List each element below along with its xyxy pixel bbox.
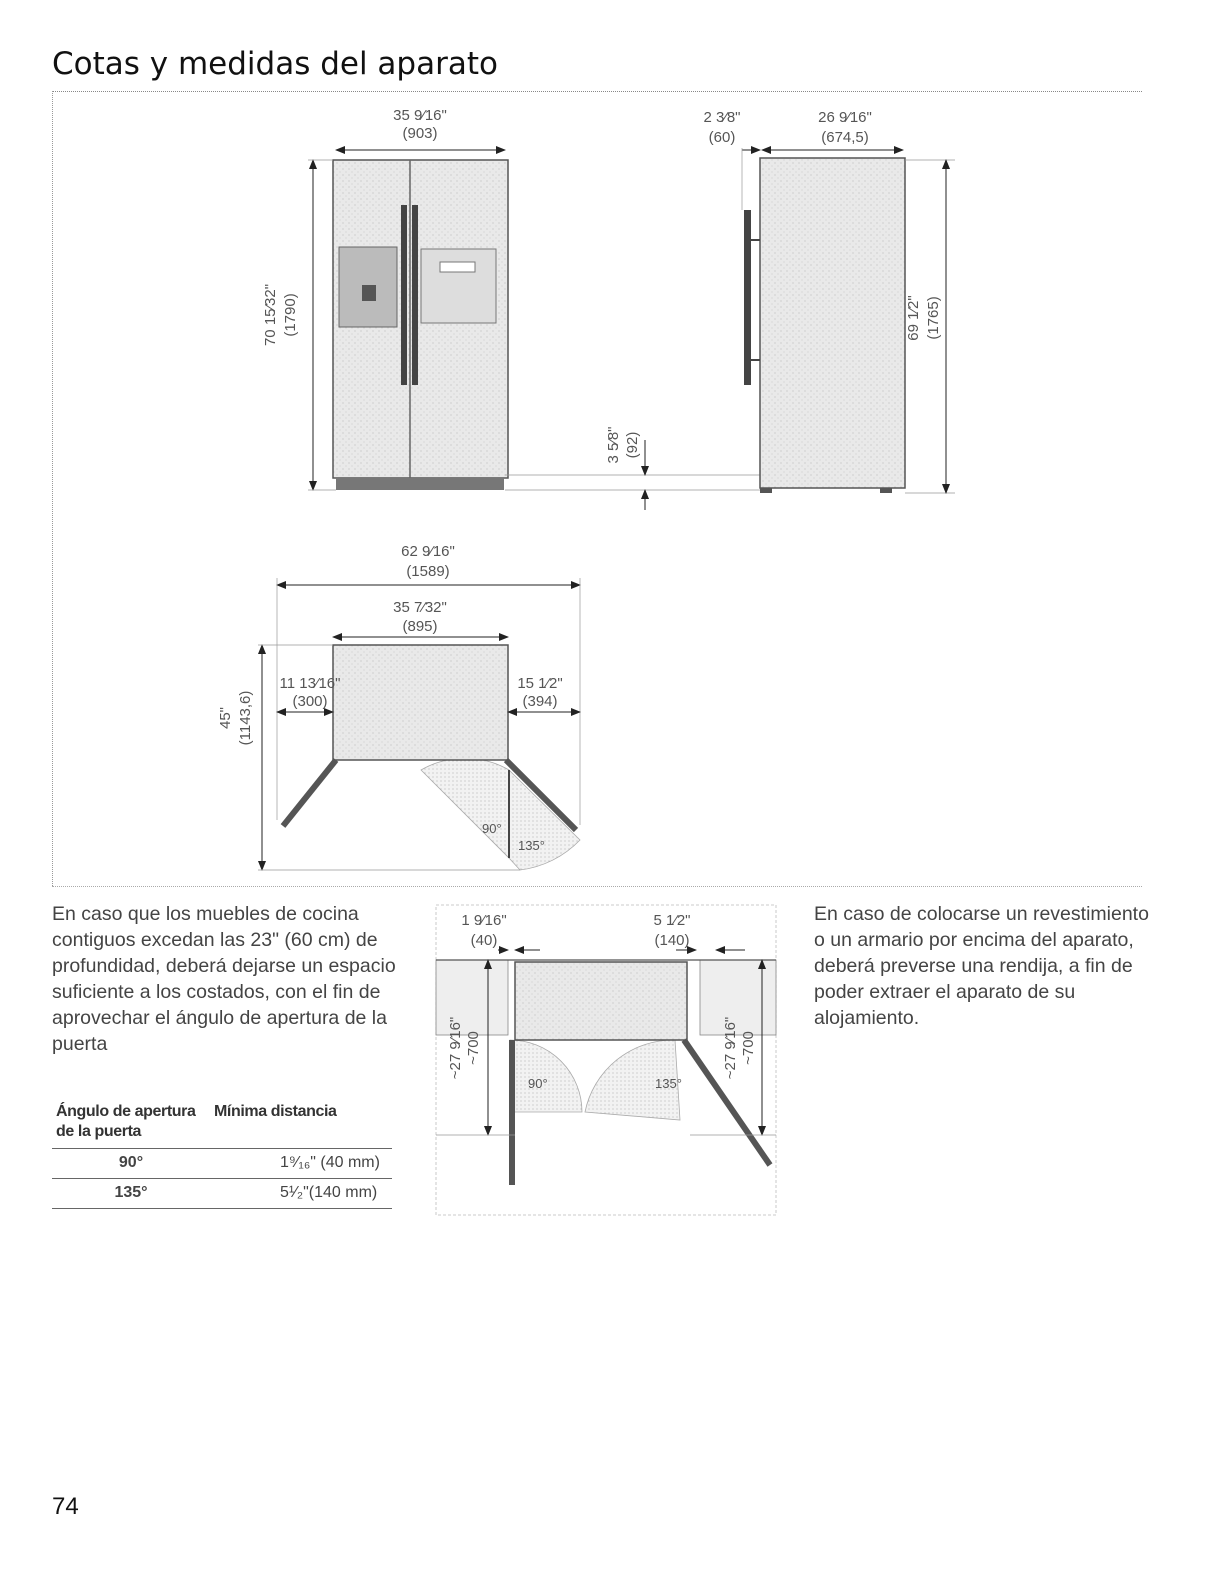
side-foot-back bbox=[880, 488, 892, 493]
niche-right-gap-mm: (140) bbox=[654, 932, 690, 949]
top-left-clear-in: 11 13⁄16" bbox=[279, 675, 341, 692]
niche-left-gap-mm: (40) bbox=[470, 932, 498, 949]
top-total-width-mm: (1589) bbox=[406, 563, 450, 580]
floor-gap-dimension bbox=[505, 426, 760, 510]
dispenser-outlet-icon bbox=[362, 285, 376, 301]
floor-gap-mm: (92) bbox=[624, 431, 641, 459]
top-total-width-in: 62 9⁄16" bbox=[401, 543, 455, 560]
side-depth-mm: (674,5) bbox=[821, 129, 869, 146]
row-distance: 1⁹⁄₁₆" (40 mm) bbox=[210, 1149, 392, 1179]
side-view-diagram bbox=[703, 109, 955, 493]
niche-left-gap-in: 1 9⁄16" bbox=[461, 912, 507, 929]
top-depth-in: 45" bbox=[217, 706, 234, 730]
left-door-open bbox=[283, 760, 336, 826]
side-clearance-note: En caso que los muebles de cocina contiguos excedan las 23" (60 cm) de profundidad, deberá dejarse un espacio suficiente a los costados, con el fin de aprovechar el ángulo de apertura de la puerta bbox=[52, 903, 396, 1055]
front-width-in: 35 9⁄16" bbox=[393, 107, 447, 124]
row-angle: 90° bbox=[52, 1149, 210, 1179]
clearance-table bbox=[52, 1102, 392, 1209]
niche-right-gap-in: 5 1⁄2" bbox=[653, 912, 691, 929]
top-right-clear-mm: (394) bbox=[522, 693, 558, 710]
distance-col-header: Mínima distancia bbox=[214, 1103, 337, 1120]
table-row bbox=[52, 1179, 392, 1209]
floor-gap-in: 3 5⁄8" bbox=[605, 426, 622, 464]
side-foot-front bbox=[760, 488, 772, 493]
niche-right-depth-mm: ~700 bbox=[740, 1031, 757, 1065]
front-height-in: 70 15⁄32" bbox=[262, 283, 279, 347]
top-body-width-mm: (895) bbox=[402, 618, 438, 635]
control-panel bbox=[421, 249, 496, 323]
niche-body bbox=[515, 962, 687, 1040]
right-handle bbox=[412, 205, 418, 385]
angle-col-header: Ángulo de apertura de la puerta bbox=[56, 1103, 196, 1140]
niche-left-depth-mm: ~700 bbox=[465, 1031, 482, 1065]
top-clearance-note: En caso de colocarse un revestimiento o un armario por encima del aparato, deberá preverse una rendija, a fin de poder extraer el aparato de su alojamiento. bbox=[814, 903, 1149, 1029]
niche-angle-90: 90° bbox=[528, 1076, 548, 1091]
display-window bbox=[440, 262, 475, 272]
niche-view-diagram bbox=[436, 905, 776, 1215]
side-height-in: 69 1⁄2" bbox=[905, 295, 922, 341]
top-left-clear-mm: (300) bbox=[292, 693, 328, 710]
row-angle: 135° bbox=[52, 1179, 210, 1209]
side-handle bbox=[744, 210, 751, 385]
top-angle-90: 90° bbox=[482, 821, 502, 836]
niche-left-depth-in: ~27 9⁄16" bbox=[447, 1016, 464, 1080]
swing-arc-90 bbox=[421, 758, 509, 858]
top-angle-135: 135° bbox=[518, 838, 545, 853]
side-height-mm: (1765) bbox=[925, 296, 942, 340]
front-width-mm: (903) bbox=[402, 125, 438, 142]
side-body bbox=[760, 158, 905, 488]
top-body-width-in: 35 7⁄32" bbox=[393, 599, 447, 616]
front-height-mm: (1790) bbox=[282, 293, 299, 337]
top-right-clear-in: 15 1⁄2" bbox=[517, 675, 563, 692]
side-depth-in: 26 9⁄16" bbox=[818, 109, 872, 126]
page-title: Cotas y medidas del aparato bbox=[52, 46, 498, 82]
niche-angle-135: 135° bbox=[655, 1076, 682, 1091]
front-view-diagram bbox=[262, 107, 508, 490]
top-body bbox=[333, 645, 508, 760]
table-row bbox=[52, 1149, 392, 1179]
niche-right-depth-in: ~27 9⁄16" bbox=[722, 1016, 739, 1080]
page-number: 74 bbox=[52, 1493, 79, 1520]
table-header-row bbox=[52, 1102, 392, 1149]
top-depth-mm: (1143,6) bbox=[237, 690, 254, 746]
front-base bbox=[336, 478, 504, 490]
left-handle bbox=[401, 205, 407, 385]
door-depth-mm: (60) bbox=[708, 129, 736, 146]
door-depth-in: 2 3⁄8" bbox=[703, 109, 741, 126]
row-distance: 5¹⁄₂"(140 mm) bbox=[210, 1179, 392, 1209]
top-view-diagram bbox=[217, 543, 580, 870]
